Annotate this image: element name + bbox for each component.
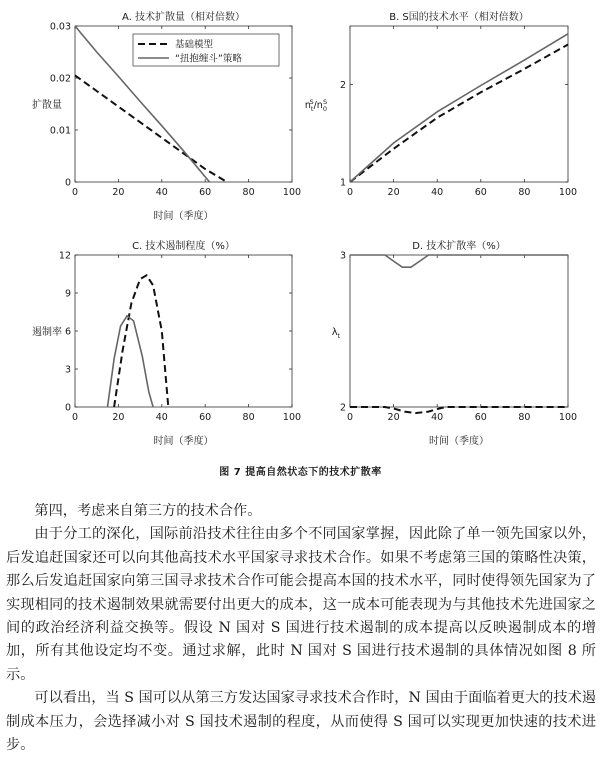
x-tick-label: 100 <box>282 187 302 198</box>
panel-b <box>305 10 577 198</box>
x-tick-label: 100 <box>558 187 578 198</box>
paragraph-1: 第四，考虑来自第三方的技术合作。 <box>34 503 262 519</box>
x-tick-label: 0 <box>346 412 354 423</box>
x-tick-label: 60 <box>199 412 212 423</box>
series-line-baseline <box>114 275 168 407</box>
y-tick-label: 6 <box>64 326 71 338</box>
body-text <box>6 500 596 757</box>
x-tick-label: 80 <box>518 187 531 198</box>
panel-a <box>32 10 301 222</box>
x-tick-label: 20 <box>387 412 400 423</box>
y-tick-label: 0 <box>64 177 71 189</box>
chart-title: A. 技术扩散量（相对倍数） <box>121 12 246 23</box>
y-tick-label: 2 <box>339 402 346 414</box>
x-axis-label: 时间（季度） <box>153 211 214 222</box>
x-axis-label: 时间（季度） <box>429 436 489 447</box>
y-tick-label: 3 <box>64 364 71 376</box>
y-tick-label: 9 <box>64 288 71 300</box>
x-tick-label: 100 <box>282 412 302 423</box>
series-line-strategy <box>350 34 568 182</box>
x-tick-label: 60 <box>199 187 212 198</box>
x-tick-label: 20 <box>112 412 125 423</box>
plot-frame <box>350 255 568 407</box>
y-tick-label: 0.03 <box>49 21 71 33</box>
series-line-strategy <box>350 255 568 267</box>
x-tick-label: 80 <box>242 187 255 198</box>
x-tick-label: 20 <box>112 187 125 198</box>
chart-title: D. 技术扩散率（%） <box>412 241 506 252</box>
x-tick-label: 0 <box>71 412 79 423</box>
x-tick-label: 60 <box>474 187 487 198</box>
legend-label: 基础模型 <box>175 39 214 51</box>
x-tick-label: 20 <box>387 187 400 198</box>
x-tick-label: 40 <box>431 412 444 423</box>
x-tick-label: 100 <box>558 412 578 423</box>
series-line-baseline <box>350 407 568 413</box>
x-tick-label: 40 <box>155 412 168 423</box>
y-axis-label: 遏制率 <box>32 327 62 338</box>
y-axis-label: $n_tS/n_0S$ <box>304 98 328 113</box>
y-tick-label: 0 <box>64 402 71 414</box>
series-line-baseline <box>350 45 568 183</box>
x-tick-label: 80 <box>242 412 255 423</box>
panel-d <box>332 239 577 447</box>
series-line-strategy <box>108 316 154 407</box>
x-tick-label: 0 <box>71 187 79 198</box>
x-tick-label: 60 <box>474 412 487 423</box>
chart-title: C. 技术遏制程度（%） <box>132 241 235 252</box>
y-axis-label: 扩散量 <box>32 100 62 111</box>
paragraph-2: 由于分工的深化，国际前沿技术往往由多个不同国家掌握，因此除了单一领先国家以外，后发追赶国家还可以向其他高技术水平国家寻求技术合作。如果不考虑第三国的策略性决策，那么后发追赶国家向第三国寻求技术合作可能会提高本国的技术水平，同时使得领先国家为了实现相同的技术遏制效果就需要付出更大的成本，这一成本可能表现为与其他技术先进国家之间的政治经济利益交换等。假设 N 国对 S 国进行技术遏制的成本提高以反映遏制成本的增加，所有其他设定均不变。通过求解，此时 N 国对 S 国进行技术遏制的具体情况如图 8 所示。 <box>6 526 596 683</box>
figure-caption: 图 7 提高自然状态下的技术扩散率 <box>219 467 382 478</box>
legend-label: “扭抱缠斗”策略 <box>175 53 242 65</box>
y-tick-label: 2 <box>339 80 346 91</box>
x-tick-label: 0 <box>346 187 354 198</box>
chart-title: B. S国的技术水平（相对倍数） <box>389 12 529 23</box>
series-line-baseline <box>75 75 227 182</box>
x-tick-label: 40 <box>155 187 168 198</box>
plot-frame <box>75 255 292 407</box>
x-tick-label: 40 <box>431 187 444 198</box>
y-axis-label: $\lambda_t$ <box>331 327 341 340</box>
y-tick-label: 3 <box>339 250 346 262</box>
panel-c <box>32 239 301 447</box>
y-tick-label: 0.02 <box>49 73 71 85</box>
x-tick-label: 80 <box>518 412 531 423</box>
paragraph-3: 可以看出，当 S 国可以从第三方发达国家寻求技术合作时，N 国由于面临着更大的技术遏制成本压力，会选择减小对 S 国技术遏制的程度，从而使得 S 国可以实现更加快速的技术进步。 <box>6 690 596 754</box>
y-tick-label: 1 <box>339 177 346 189</box>
x-axis-label: 时间（季度） <box>153 436 214 447</box>
y-tick-label: 12 <box>58 250 71 262</box>
y-tick-label: 0.01 <box>49 125 71 137</box>
